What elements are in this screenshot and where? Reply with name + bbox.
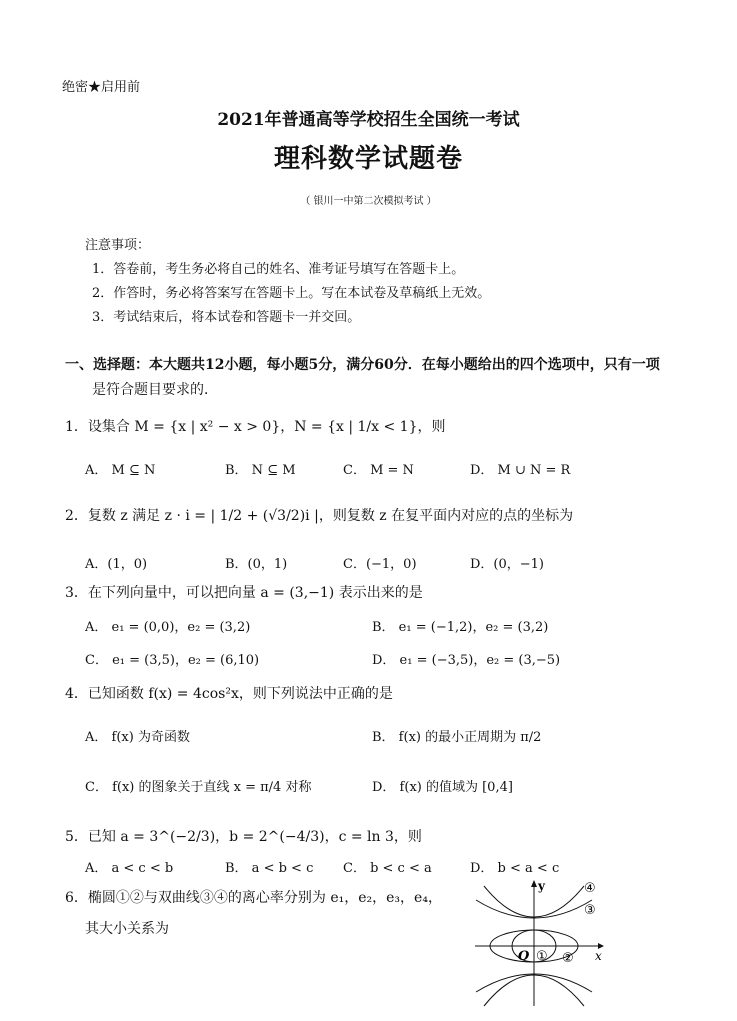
q4-option-b: B． f(x) 的最小正周期为 π/2 [372,730,542,745]
secret-label: 绝密★启用前 [62,80,141,95]
note-item-2: 2．作答时，务必将答案写在答题卡上。写在本试卷及草稿纸上无效。 [92,286,491,301]
y-axis-arrow [531,880,537,887]
question-6-stem: 6．椭圆①②与双曲线③④的离心率分别为 e₁，e₂，e₃，e₄， [65,890,442,906]
y-label: y [538,879,545,893]
q1-option-d: D． M ∪ N = R [470,463,571,478]
question-4-stem: 4．已知函数 f(x) = 4cos²x，则下列说法中正确的是 [65,686,393,702]
x-label: x [595,949,602,963]
q5-option-a: A． a < c < b [85,861,174,876]
q3-option-a: A． e₁ = (0,0)，e₂ = (3,2) [85,620,251,635]
q3-option-c: C． e₁ = (3,5)，e₂ = (6,10) [85,653,260,668]
question-5-stem: 5．已知 a = 3^(−2/3)，b = 2^(−4/3)，c = ln 3，则 [65,829,422,845]
q3-option-b: B． e₁ = (−1,2)，e₂ = (3,2) [372,620,549,635]
label-1: ① [536,949,548,964]
q5-option-b: B． a < b < c [225,861,314,876]
q1-option-c: C． M = N [343,463,414,478]
origin-label: O [518,949,530,964]
q5-option-d: D． b < a < c [470,861,560,876]
label-4: ④ [584,881,596,896]
q3-option-d: D． e₁ = (−3,5)，e₂ = (3,−5) [372,653,561,668]
subject-title: 理科数学试题卷 [273,144,463,174]
conic-figure [470,878,610,1008]
q5-option-c: C． b < c < a [343,861,432,876]
q4-option-c: C． f(x) 的图象关于直线 x = π/4 对称 [85,780,312,795]
q4-option-d: D． f(x) 的值域为 [0,4] [372,780,513,795]
question-2-stem: 2．复数 z 满足 z · i = | 1/2 + (√3/2)i |，则复数 z 在复平面内对应的点的坐标为 [65,508,574,524]
note-item-3: 3．考试结束后，将本试卷和答题卡一并交回。 [92,310,361,325]
exam-subtitle: （ 银川一中第二次模拟考试 ） [300,196,437,207]
q2-option-b: B．(0，1) [225,557,288,572]
section-heading-line1: 一、选择题：本大题共12小题，每小题5分，满分60分．在每小题给出的四个选项中，只有一项 [65,357,660,373]
q2-option-c: C．(−1，0) [343,557,417,572]
notes-heading: 注意事项： [85,238,151,253]
note-item-1: 1．答卷前，考生务必将自己的姓名、准考证号填写在答题卡上。 [92,262,465,277]
q1-option-b: B． N ⊆ M [225,463,296,478]
q2-option-d: D．(0，−1) [470,557,545,572]
label-3: ③ [584,903,596,918]
exam-title: 2021年普通高等学校招生全国统一考试 [217,110,520,130]
q2-option-a: A．(1，0) [85,557,148,572]
q4-option-a: A． f(x) 为奇函数 [85,730,190,745]
question-1-stem: 1．设集合 M = {x | x² − x > 0}，N = {x | 1/x < 1}，则 [65,419,446,435]
question-6-stem-2: 其大小关系为 [85,921,169,937]
question-3-stem: 3．在下列向量中，可以把向量 a = (3,−1) 表示出来的是 [65,585,423,601]
q1-option-a: A． M ⊆ N [85,463,156,478]
section-heading-line2: 是符合题目要求的． [92,382,218,398]
label-2: ② [562,951,574,966]
